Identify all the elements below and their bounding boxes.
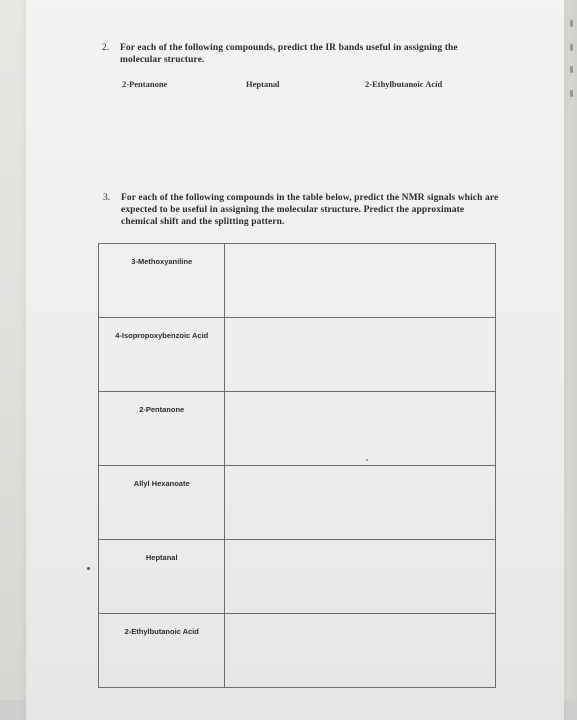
table-row (99, 614, 496, 688)
answer-cell[interactable] (225, 614, 496, 688)
compound-cell: 2-Pentanone (99, 392, 225, 466)
question-2-number: 2. (102, 43, 110, 53)
question-3-number: 3. (103, 193, 111, 203)
compound-cell: 3-Methoxyaniline (99, 244, 225, 318)
answer-cell[interactable] (225, 392, 496, 466)
table-row (99, 466, 496, 540)
edge-mark (570, 66, 573, 73)
ir-compound-1: 2-Pentanone (122, 79, 168, 89)
answer-cell[interactable] (225, 318, 496, 392)
answer-cell[interactable] (225, 244, 496, 318)
compound-cell: Heptanal (99, 540, 225, 614)
table-row (99, 540, 496, 614)
nmr-table (98, 243, 496, 688)
ir-compound-2: Heptanal (246, 79, 280, 89)
question-2-text: For each of the following compounds, predict the IR bands useful in assigning the molecular structure. (120, 43, 458, 65)
table-row (99, 244, 496, 318)
compound-cell: 4-Isopropoxybenzoic Acid (99, 318, 225, 392)
answer-cell[interactable] (225, 540, 496, 614)
edge-mark (570, 20, 573, 27)
answer-cell[interactable] (225, 466, 496, 540)
table-row (99, 392, 496, 466)
stray-mark (87, 567, 90, 570)
ir-compound-3: 2-Ethylbutanoic Acid (365, 79, 443, 89)
compound-cell: 2-Ethylbutanoic Acid (99, 614, 225, 688)
adjacent-page-edge (563, 0, 577, 700)
edge-mark (570, 90, 573, 97)
edge-mark (570, 44, 573, 51)
stray-mark (366, 459, 368, 461)
compound-cell: Allyl Hexanoate (99, 466, 225, 540)
question-3-text: For each of the following compounds in the table below, predict the NMR signals which are expected to be useful in assigning the molecular structure. Predict the approximate chemical shift and the splitting pattern. (121, 193, 499, 227)
table-row (99, 318, 496, 392)
